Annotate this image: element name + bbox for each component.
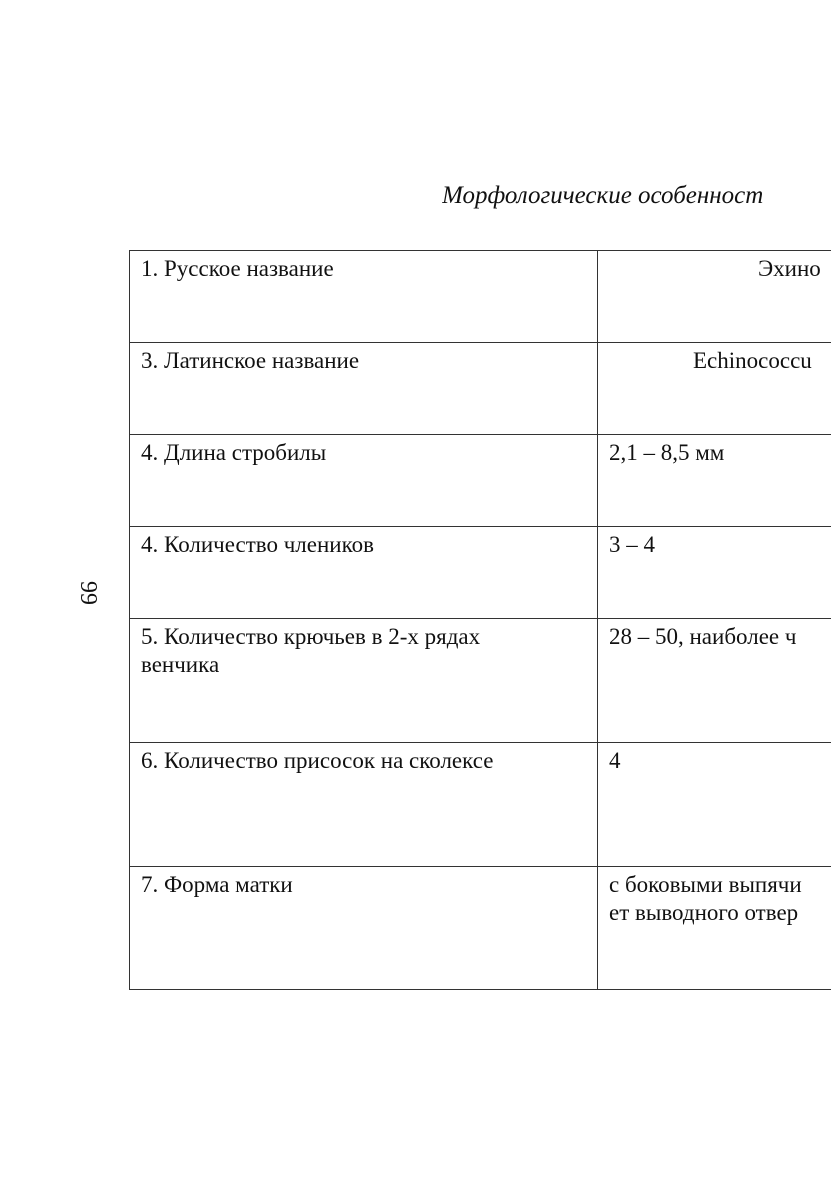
row-label-uterus-shape: 7. Форма матки — [130, 867, 598, 990]
row-value-russian-name: Эхино — [598, 251, 831, 343]
row-label-latin-name: 3. Латинское название — [130, 343, 598, 435]
table-row — [130, 343, 831, 435]
row-label-sucker-count: 6. Количество присосок на сколексе — [130, 743, 598, 867]
row-value-hook-count: 28 – 50, наиболее ч — [598, 619, 831, 743]
table-caption: Морфологические особенност — [442, 182, 764, 209]
row-value-latin-name: Echinococcu — [598, 343, 831, 435]
table-row — [130, 251, 831, 343]
row-label-hook-count: 5. Количество крючьев в 2-х рядах венчика — [130, 619, 598, 743]
row-value-sucker-count: 4 — [598, 743, 831, 867]
row-label-strobila-length: 4. Длина стробилы — [130, 435, 598, 527]
table-row — [130, 527, 831, 619]
table-row — [130, 619, 831, 743]
morphology-table — [129, 250, 831, 990]
row-label-segment-count: 4. Количество члеников — [130, 527, 598, 619]
page-number: 99 — [75, 581, 101, 605]
row-value-segment-count: 3 – 4 — [598, 527, 831, 619]
table-row — [130, 743, 831, 867]
row-value-strobila-length: 2,1 – 8,5 мм — [598, 435, 831, 527]
table-row — [130, 867, 831, 990]
row-value-uterus-shape: с боковыми выпячи ет выводного отвер — [598, 867, 831, 990]
row-label-russian-name: 1. Русское название — [130, 251, 598, 343]
table-row — [130, 435, 831, 527]
